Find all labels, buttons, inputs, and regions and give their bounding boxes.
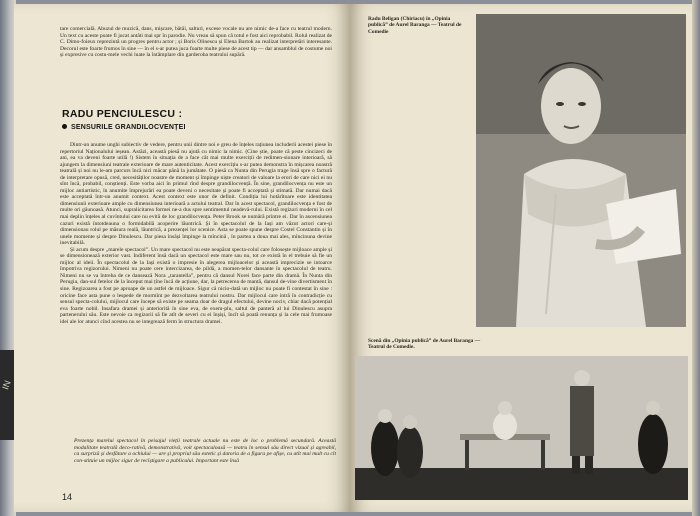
stage-scene-illustration [355, 356, 688, 500]
stage-scene-photo [355, 356, 688, 500]
caption-bottom-photo: Scenă din „Opinia publică” de Aurel Baranga — Teatrul de Comedie. [368, 338, 481, 351]
body-paragraph: Dintr-un anume unghi subiectiv de vedere, pentru unii dintre noi e greu de înțeles rațiunea includerii acestei piese în repertoriul Naționalului ieșean. Astăzi, această piesă nu ajută cu nimic la nimic. (Cine știe, poate că peste cincizeci de ani, ea va deveni foarte utilă !) Sistem în situația de a face cât mai multe exerciții de redimen-sionare interioară, să ajungem la dimensiuni teatrale exterioare de mare autenticitate. Acest exercițiu s-ar putea demonstra în mișcarea noastră teatrală și noi nu le-am parcurs încă nici măcar până la jumătate. O piesă ca Nunta din Perugia trage însă spre o factură de interpretare opusă, cred, necesităților noastre de moment și împinge niște creatori de valoare la erori de care nici ei nu sînt încă, probabil, conștienți. Este vorba aici în primul rînd despre grandilocvență. În sine, grandilocvența nu este un mijloc antiartistic, în anumite împrejurări ea poate deveni o necesitate și poate fi acceptată și stimată. Dar numai dacă este acceptată într-un anumit context. Acest context este unor de definit. Condiția lui hotărîtoare este identitatea dimensiunii exterioare ample cu dimensiunea interioară a actului teatral. Dar în acest spectacol, grandilocvența e fost de multe ori găunoasă. Atunci, supralicitarea formei ne-a dus spre sentimentul neadevă-rului. Există regizori moderni în cel mai deplin înțeles al cuvîntului care nu evită de loc grandilocvența. Peter Brook se numără printre ei. Dar în ascensiunea cazuri există întotdeauna o formidabilă acoperire lăuntrică. Și în spectacolul de la Iași am văzut actori care-și dimensionau rolul pe măsura reală, lăuntrică, a prezenței lor scenice. Asta se poate spune despre Costel Constantin și în unele momente și despre Dinulescu. Dar piesa însăși împinge la mîncină , în partea a doua mai ales, mîncinuna devine inevitabilă. [60, 142, 332, 247]
book-edge-right [692, 0, 700, 516]
caption-top-photo: Radu Beligan (Chiriacu) în „Opinia publică” de Aurel Baranga — Teatrul de Comedie [368, 16, 462, 35]
body-paragraph: Și acum despre „marele spectacol”. Un mare spectacol nu este neapărat specta-colul care folosește mijloace ample și se dimensionează exterior vast. Indiferent însă dacă un spectacol este mare sau nu, tot ce există în el trebuie să fie un mijloc al ideii. În spectacolul de la Iași există o impresie în alegerea mijloacelor și această imprecizie se intoarce împotriva regizorului. Nimeni nu poate cere intercizarea, de pildă, a momen-telor dansante în spectacolul de teatru. Nimeni nu se va întreba de ce dansează Nora „tarantella”, pentru că dansul Norei face parte din dramă. În Nunta din Perugia, dan-sul fetelor de la început mai țîne încă de acțiune, dar, la petrecerea de mantă, dansul de-vine divertisment în sine. Regizoarea a fost pe aproape de un astfel de mijloace. Sigur că nicio-dată un mijloc nu poate fi contestat în sine : oricine face asta pune o lespede de mormînt pe dezvoltarea teatrului nostru. Dar mijlocul care intră în contradicție cu sensul specta-colului, mijlocul care începe să existe pe seama doar de dragul efectului, devine nociv, chiar dacă potențial eva foarte nobil. Insafara dramei și anteriorită în sine eva, de exem-plu, saltul de panteră al lui Dinulescu asupra partenerului său. Este nevoie ca regizorii să fie atît de severi cu ei înșiși, încît să poată renunța și la cele mai frumoase idei ale lor atunci cînd acestea nu se integrează ferm în structura dramei. [60, 246, 332, 325]
intro-paragraph: tare comercială. Abuzul de muzică, dans, mișcare, bătăi, salturi, excese vocale nu are nimic de-a face cu teatrul modern. Un text cu aceste poate fi jucat antăti mai spr în parodie. Nu vreau să spun că totul e fost aici reprobabil. Rolul realizat de C. Dimo-foieux reprezintă un progres pentru actor ; și Boris Olinescu și Elena Bartok au realizat interpretări interesante. Decorul este foarte frumos în sine — în el s-ar putea juca foarte multe piese de acest tip — dar ansamblul de costume noi și expresive cu costu-mele vechi luate la întâmplare din garderoba teatrului supără. [60, 26, 332, 59]
bullet-icon [62, 124, 67, 129]
italic-conclusion: Prezența marelui spectacol în peisajul vieții teatrale actuale nu este de loc o problemă secundară. Această modalitate teatrală deco-rativă, demonstrativă, voit spectaculoasă — teatru în sensul său direct vizual și agreabil, ca surpriză și desfătare a ochiului — are și propriul său estetic și datoria de a figura pe afișe, cu atît mai mult cu cît con-stituie un mijloc sigur de recîștigare a publicului. Important este însă [74, 438, 336, 464]
intro-text-block [60, 26, 332, 59]
subtitle-text: SENSURILE GRANDILOCVENȚEI [71, 124, 186, 131]
article-section-title: RADU PENCIULESCU : [62, 108, 183, 120]
edge-strip-glyph: IN [0, 379, 13, 391]
article-body [60, 142, 332, 430]
article-section-subtitle [62, 124, 186, 131]
portrait-photo [476, 14, 686, 327]
page-number: 14 [62, 492, 73, 502]
portrait-illustration [476, 14, 686, 327]
